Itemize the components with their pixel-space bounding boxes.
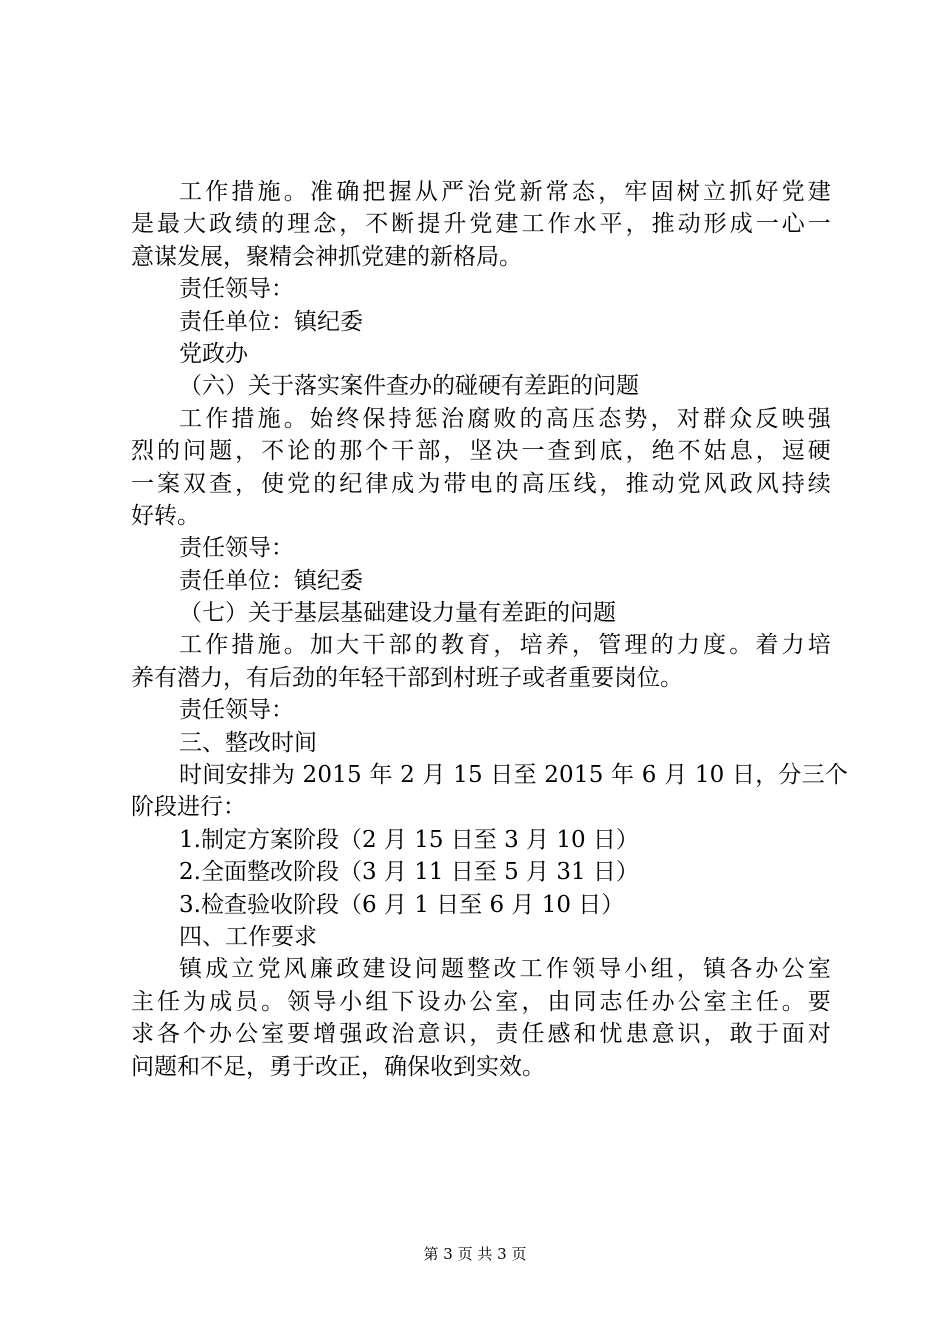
page-footer: [0, 1244, 950, 1264]
text-line: 责任领导：: [179, 535, 294, 562]
text-line: 好转。: [131, 502, 200, 529]
text-line: 养有潜力，有后劲的年轻干部到村班子或者重要岗位。: [131, 664, 683, 691]
text-line: 工作措施。始终保持惩治腐败的高压态势，对群众反映强: [179, 405, 831, 432]
text-line: 三、整改时间: [179, 729, 317, 756]
text-line: 是最大政绩的理念，不断提升党建工作水平，推动形成一心一: [131, 211, 831, 238]
text-line: 2.全面整改阶段（3 月 11 日至 5 月 31 日）: [179, 859, 639, 886]
text-line: 主任为成员。领导小组下设办公室，由同志任办公室主任。要: [131, 988, 831, 1015]
text-line: 3.检查验收阶段（6 月 1 日至 6 月 10 日）: [179, 891, 625, 918]
text-line: 求各个办公室要增强政治意识，责任感和忧患意识，敢于面对: [131, 1021, 831, 1048]
text-line: 四、工作要求: [179, 923, 317, 950]
text-line: 问题和不足，勇于改正，确保收到实效。: [131, 1053, 545, 1080]
text-line: 工作措施。准确把握从严治党新常态，牢固树立抓好党建: [179, 179, 831, 205]
text-line: 烈的问题，不论的那个干部，坚决一查到底，绝不姑息，逗硬: [131, 438, 831, 465]
text-line: 时间安排为 2015 年 2 月 15 日至 2015 年 6 月 10 日，分三个: [179, 762, 848, 789]
text-line: 工作措施。加大干部的教育，培养，管理的力度。着力培: [179, 632, 831, 659]
text-line: 镇成立党风廉政建设问题整改工作领导小组，镇各办公室: [179, 956, 831, 983]
text-line: 责任领导：: [179, 697, 294, 724]
text-line: （七）关于基层基础建设力量有差距的问题: [179, 600, 616, 627]
text-line: 一案双查，使党的纪律成为带电的高压线，推动党风政风持续: [131, 470, 831, 497]
text-line: 党政办: [179, 340, 248, 367]
document-body: [131, 176, 848, 1083]
text-line: 责任领导：: [179, 276, 294, 303]
text-line: 阶段进行：: [131, 794, 246, 821]
text-line: （六）关于落实案件查办的碰硬有差距的问题: [179, 373, 639, 400]
page-number: 第 3 页 共 3 页: [423, 1245, 527, 1263]
text-line: 1.制定方案阶段（2 月 15 日至 3 月 10 日）: [179, 826, 639, 853]
text-line: 意谋发展，聚精会神抓党建的新格局。: [131, 243, 522, 270]
text-line: 责任单位：镇纪委: [179, 567, 363, 594]
text-line: 责任单位：镇纪委: [179, 308, 363, 335]
